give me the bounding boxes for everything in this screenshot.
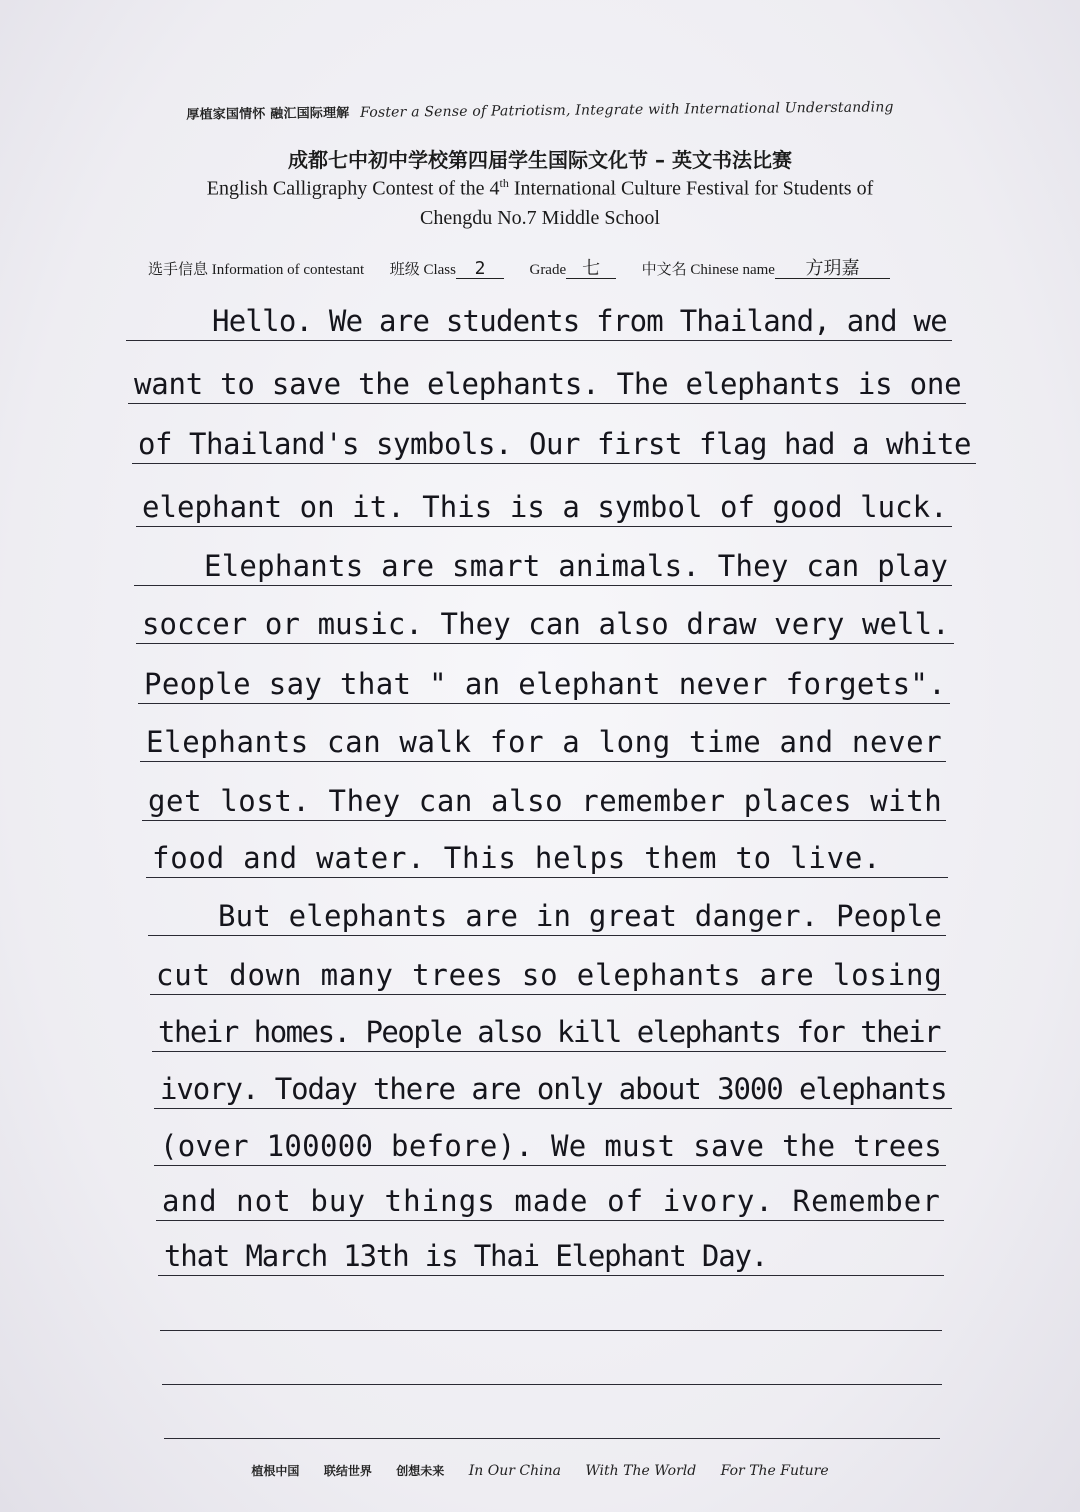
- ruled-line: [150, 994, 946, 995]
- slogan-zh-3: 创想未来: [396, 1464, 445, 1478]
- ruled-line: [158, 1275, 944, 1276]
- handwritten-line: want to save the elephants. The elephants is one: [134, 367, 962, 401]
- ruled-line: [160, 1330, 942, 1331]
- ruled-line: [136, 526, 952, 527]
- handwritten-line: Hello. We are students from Thailand, and we: [212, 304, 947, 338]
- slogan-en-2: With The World: [585, 1463, 697, 1479]
- grade-label: Grade: [529, 262, 567, 278]
- title-part-2: International Culture Festival for Students of: [508, 177, 874, 200]
- handwritten-line: and not buy things made of ivory. Remember: [162, 1184, 941, 1218]
- handwritten-line: food and water. This helps them to live.: [152, 841, 882, 875]
- class-value: 2: [456, 260, 504, 279]
- title-part-1: English Calligraphy Contest of the 4: [206, 177, 500, 200]
- slogan-zh-1: 植根中国: [251, 1464, 300, 1478]
- handwritten-line: People say that " an elephant never forgets".: [144, 667, 947, 701]
- grade-value: 七: [566, 260, 616, 279]
- ruled-line: [136, 643, 954, 644]
- ruled-line: [140, 761, 946, 762]
- ruled-line: [164, 1438, 940, 1439]
- ruled-line: [154, 1165, 946, 1166]
- title-superscript: th: [499, 176, 509, 190]
- contest-title-english-line2: Chengdu No.7 Middle School: [420, 207, 660, 229]
- handwritten-line: soccer or music. They can also draw very well.: [142, 607, 950, 641]
- ruled-line: [162, 1384, 942, 1385]
- ruled-line: [126, 340, 952, 341]
- ruled-line: [128, 403, 966, 404]
- slogan-en-3: For The Future: [720, 1463, 829, 1479]
- handwritten-line: of Thailand's symbols. Our first flag had a white: [138, 427, 972, 461]
- ruled-line: [152, 1051, 946, 1052]
- handwritten-line: Elephants are smart animals. They can play: [204, 549, 949, 583]
- ruled-line: [132, 463, 976, 464]
- motto-chinese: 厚植家国情怀 融汇国际理解: [186, 105, 350, 123]
- slogan-zh-2: 联结世界: [323, 1464, 372, 1478]
- ruled-line: [148, 935, 946, 936]
- handwritten-line: cut down many trees so elephants are losing: [156, 958, 943, 992]
- handwritten-line: But elephants are in great danger. People: [218, 899, 943, 933]
- ruled-line: [134, 585, 952, 586]
- ruled-line: [146, 877, 948, 878]
- contest-title-chinese: 成都七中初中学校第四届学生国际文化节 – 英文书法比赛: [288, 148, 792, 172]
- contestant-info-label: 选手信息 Information of contestant: [148, 262, 365, 278]
- handwritten-line: their homes. People also kill elephants for their: [158, 1015, 941, 1049]
- ruled-line: [156, 1220, 944, 1221]
- ruled-line: [154, 1108, 952, 1109]
- class-label: 班级 Class: [389, 262, 456, 278]
- handwritten-line: get lost. They can also remember places with: [148, 784, 943, 818]
- handwritten-line: Elephants can walk for a long time and never: [146, 725, 943, 759]
- footer-slogan: [0, 1462, 1080, 1479]
- handwritten-line: ivory. Today there are only about 3000 elephants: [160, 1072, 947, 1106]
- chinese-name-label: 中文名 Chinese name: [641, 262, 775, 278]
- handwritten-line: (over 100000 before). We must save the trees: [160, 1129, 943, 1163]
- ruled-line: [142, 820, 946, 821]
- slogan-en-1: In Our China: [468, 1463, 561, 1479]
- chinese-name-value: 方玥嘉: [775, 260, 890, 279]
- motto-english: Foster a Sense of Patriotism, Integrate with International Understanding: [360, 99, 894, 121]
- handwritten-line: elephant on it. This is a symbol of good luck.: [142, 490, 948, 524]
- handwritten-line: that March 13th is Thai Elephant Day.: [164, 1239, 768, 1273]
- ruled-line: [138, 703, 950, 704]
